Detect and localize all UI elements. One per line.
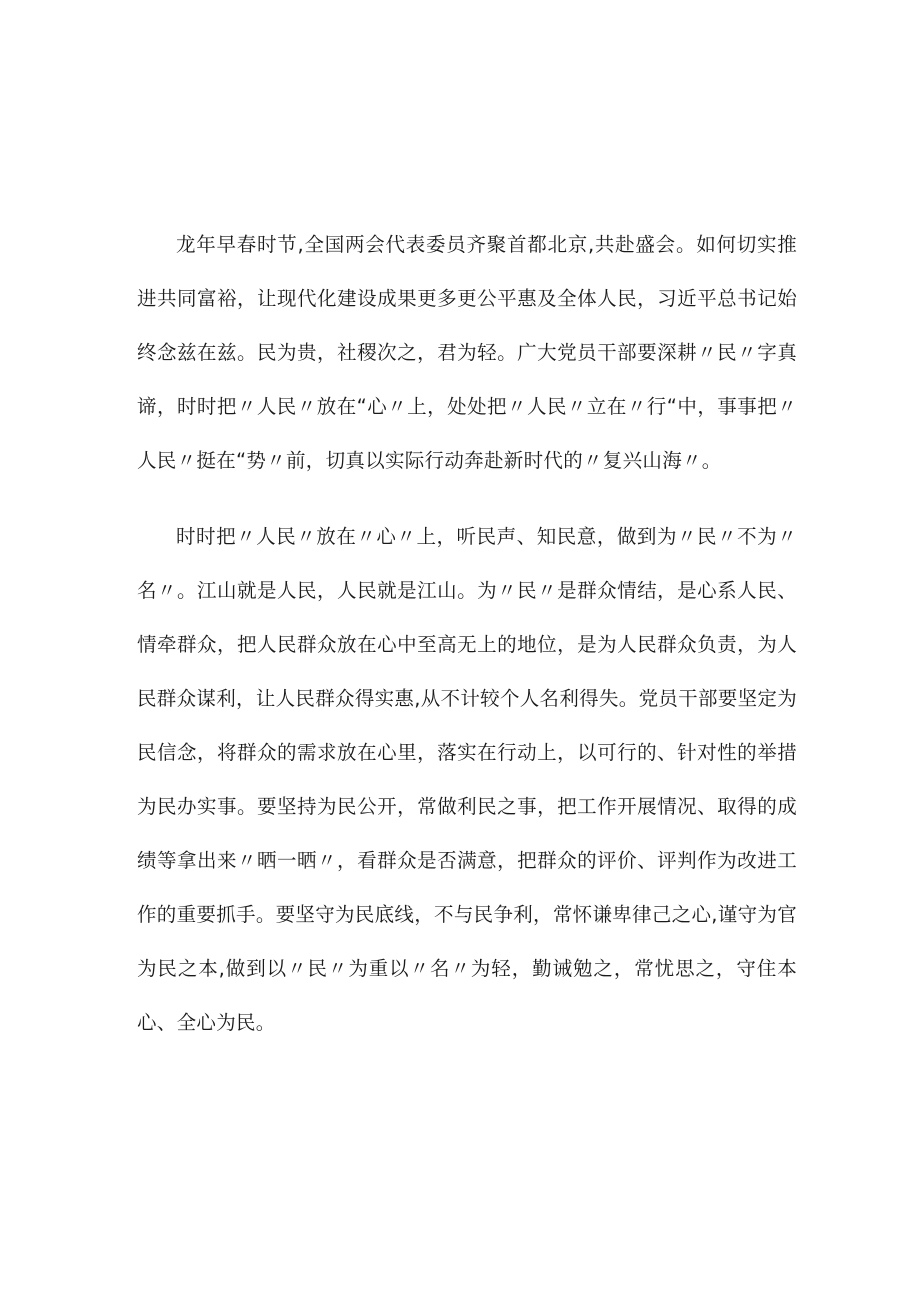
- paragraph-1: 龙年早春时节,全国两会代表委员齐聚首都北京,共赴盛会。如何切实推进共同富裕，让现代化建设成果更多更公平惠及全体人民，习近平总书记始终念兹在兹。民为贵，社稷次之，君为轻。广大党员干部要深耕〃民〃字真谛，时时把〃人民〃放在“心〃上，处处把〃人民〃立在〃行“中，事事把〃人民〃挺在“势〃前，切真以实际行动奔赴新时代的〃复兴山海〃。: [137, 233, 797, 472]
- document-body: [137, 218, 797, 1050]
- paragraph-2: 时时把〃人民〃放在〃心〃上，听民声、知民意，做到为〃民〃不为〃名〃。江山就是人民，人民就是江山。为〃民〃是群众情结，是心系人民、情牵群众，把人民群众放在心中至高无上的地位，是为人民群众负责，为人民群众谋利，让人民群众得实惠,从不计较个人名利得失。党员干部要坚定为民信念，将群众的需求放在心里，落实在行动上，以可行的、针对性的举措为民办实事。要坚持为民公开，常做利民之事，把工作开展情况、取得的成绩等拿出来〃晒一晒〃，看群众是否满意，把群众的评价、评判作为改进工作的重要抓手。要坚守为民底线，不与民争利，常怀谦卑律己之心,谨守为官为民之本,做到以〃民〃为重以〃名〃为轻，勤诫勉之，常忧思之，守住本心、全心为民。: [137, 525, 797, 1034]
